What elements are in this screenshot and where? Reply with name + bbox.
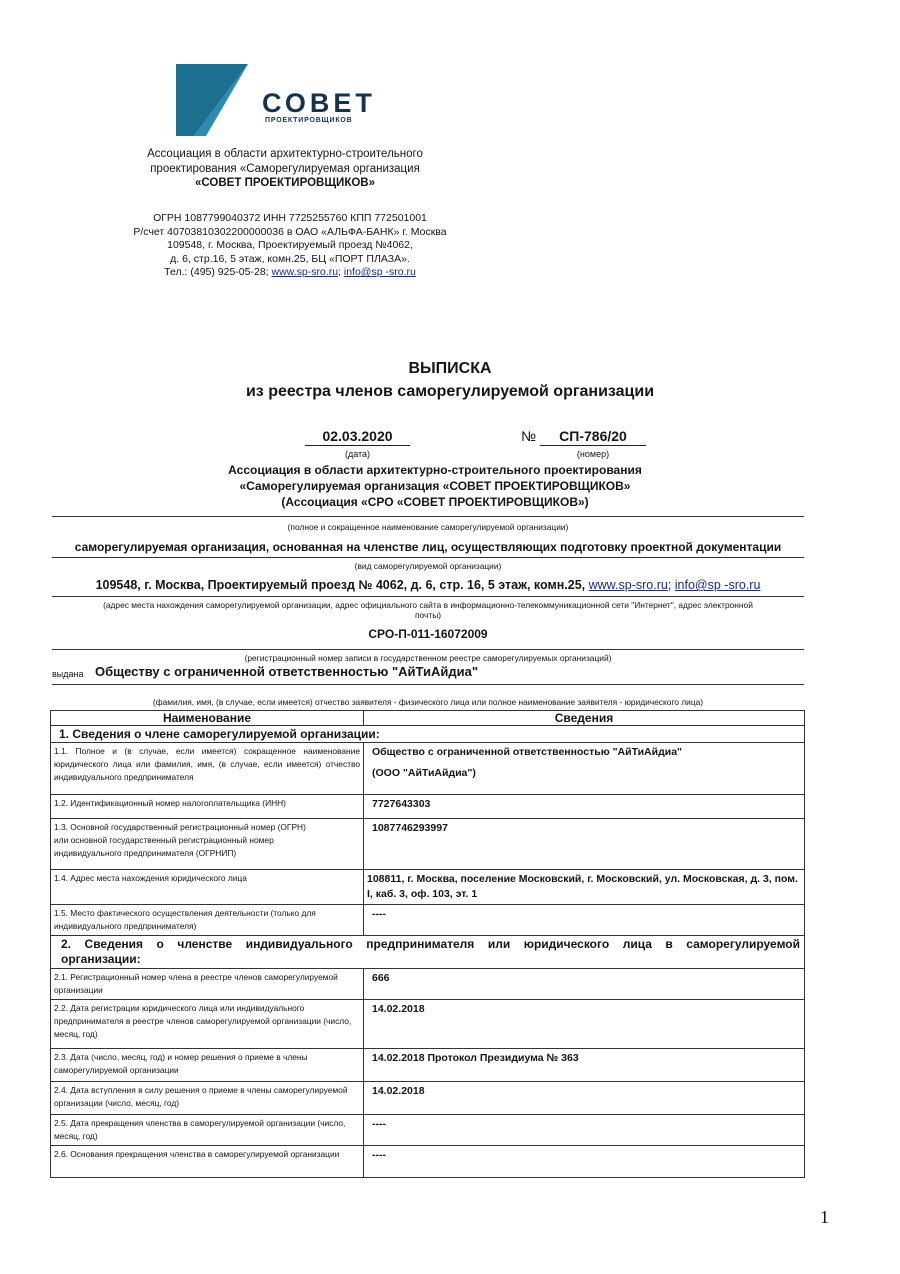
letterhead-site-link[interactable]: www.sp-sro.ru [271, 266, 339, 278]
row-value: ---- [364, 1115, 805, 1146]
number-caption: (номер) [576, 449, 610, 459]
sro-reg-number: СРО-П-011-16072009 [368, 627, 488, 641]
issued-to: Обществу с ограниченной ответственностью "АйТиАйдиа" [95, 664, 478, 679]
row-value: 14.02.2018 Протокол Президиума № 363 [364, 1049, 805, 1082]
row-value: ---- [364, 1146, 805, 1178]
sro-reg-caption: (регистрационный номер записи в государственном реестре саморегулируемых организаций) [244, 653, 612, 663]
table-row [51, 905, 805, 936]
row-value: Общество с ограниченной ответственностью "АйТиАйдиа" (ООО "АйТиАйдиа") [364, 743, 805, 795]
letterhead-org-name: Ассоциация в области архитектурно-строительного проектирования «Саморегулируемая организация «СОВЕТ ПРОЕКТИРОВЩИКОВ» [147, 148, 423, 189]
row-label: 2.2. Дата регистрации юридического лица или индивидуального предпринимателя в реестре членов саморегулируемой организации (число, месяц, год) [51, 1000, 364, 1049]
row-label: 2.3. Дата (число, месяц, год) и номер решения о приеме в члены саморегулируемой организации [51, 1049, 364, 1082]
row-label: 2.6. Основания прекращения членства в саморегулируемой организации [51, 1146, 364, 1178]
sro-address-caption: (адрес места нахождения саморегулируемой организации, адрес официального сайта в информационно-телекоммуникационной сети "Интернет", адрес электронной почты) [103, 600, 753, 620]
column-header-name: Наименование [51, 711, 364, 726]
table-row [51, 1146, 805, 1178]
sro-type-caption: (вид саморегулируемой организации) [354, 561, 502, 571]
table-row [51, 969, 805, 1000]
letterhead-phone: Тел.: (495) 925-05-28; [164, 266, 269, 278]
letterhead-requisites: ОГРН 1087799040372 ИНН 7725255760 КПП 772501001 Р/счет 40703810302200000036 в ОАО «АЛЬФА-БАНК» г. Москва 109548, г. Москва, Проектируемый проезд №4062, д. 6, стр.16, 5 этаж, комн.25, БЦ «ПОРТ ПЛАЗА». Тел.: (495) 925-05-28; www.sp-sro.ru; info@sp -sro.ru [133, 212, 447, 278]
row-value: 7727643303 [364, 795, 805, 819]
divider [52, 649, 804, 650]
row-label: 2.1. Регистрационный номер члена в реестре членов саморегулируемой организации [51, 969, 364, 1000]
table-row [51, 743, 805, 795]
number-sign: № [521, 428, 537, 444]
letterhead-email-link[interactable]: info@sp -sro.ru [343, 266, 416, 278]
column-header-info: Сведения [364, 711, 805, 726]
table-row [51, 1115, 805, 1146]
register-table [50, 710, 805, 1178]
row-label: 1.5. Место фактического осуществления деятельности (только для индивидуального предпринимателя) [51, 905, 364, 936]
row-label: 2.4. Дата вступления в силу решения о приеме в члены саморегулируемой организации (число, месяц, год) [51, 1082, 364, 1115]
document-subtitle: из реестра членов саморегулируемой организации [245, 383, 655, 400]
section-1-row [51, 726, 805, 743]
row-value: 1087746293997 [364, 819, 805, 870]
row-label: 1.1. Полное и (в случае, если имеется) сокращенное наименование юридического лица или фамилия, имя, (в случае, если имеется) отчество индивидуального предпринимателя [51, 743, 364, 795]
table-header-row [51, 711, 805, 726]
section-1-title: 1. Сведения о члене саморегулируемой организации: [51, 726, 805, 743]
section-2-title: 2. Сведения о членстве индивидуального предпринимателя или юридического лица в саморегулируемой организации: [51, 936, 805, 969]
row-value: ---- [364, 905, 805, 936]
document-date: 02.03.2020 [305, 428, 410, 446]
table-row [51, 1049, 805, 1082]
sro-site-link[interactable]: www.sp-sro.ru [588, 578, 668, 592]
divider [52, 596, 804, 597]
issued-caption: (фамилия, имя, (в случае, если имеется) отчество заявителя - физического лица или полное наименование заявителя - юридического лица) [152, 697, 704, 707]
row-label: 1.4. Адрес места нахождения юридического лица [51, 870, 364, 905]
logo-subtitle: ПРОЕКТИРОВЩИКОВ [265, 117, 353, 124]
sro-email-link[interactable]: info@sp -sro.ru [674, 578, 761, 592]
row-value: 666 [364, 969, 805, 1000]
divider [52, 516, 804, 517]
table-row [51, 819, 805, 870]
table-row [51, 1000, 805, 1049]
row-value: 108811, г. Москва, поселение Московский, г. Московский, ул. Московская, д. 3, пом. I, каб. 3, оф. 103, эт. 1 [364, 870, 805, 905]
page-number: 1 [820, 1207, 829, 1227]
sro-name-caption: (полное и сокращенное наименование саморегулируемой организации) [287, 522, 569, 532]
sro-full-name: Ассоциация в области архитектурно-строительного проектирования «Саморегулируемая организация «СОВЕТ ПРОЕКТИРОВЩИКОВ» (Ассоциация «СРО «СОВЕТ ПРОЕКТИРОВЩИКОВ») [228, 463, 642, 509]
divider [52, 684, 804, 685]
row-label: 1.3. Основной государственный регистрационный номер (ОГРН) или основной государственный регистрационный номер индивидуального предпринимателя (ОГРНИП) [51, 819, 364, 870]
table-row [51, 795, 805, 819]
date-caption: (дата) [344, 449, 371, 459]
document-title: ВЫПИСКА [408, 360, 492, 377]
row-label: 1.2. Идентификационный номер налогоплательщика (ИНН) [51, 795, 364, 819]
divider [52, 557, 804, 558]
row-value: 14.02.2018 [364, 1000, 805, 1049]
logo-wordmark: СОВЕТ [262, 88, 376, 118]
sro-address: 109548, г. Москва, Проектируемый проезд № 4062, д. 6, стр. 16, 5 этаж, комн.25, www.sp-sro.ru; info@sp -sro.ru [95, 578, 761, 592]
row-value: 14.02.2018 [364, 1082, 805, 1115]
document-number: СП-786/20 [540, 428, 646, 446]
issued-label: выдана [52, 669, 84, 679]
table-row [51, 870, 805, 905]
section-2-row [51, 936, 805, 969]
row-label: 2.5. Дата прекращения членства в саморегулируемой организации (число, месяц, год) [51, 1115, 364, 1146]
sro-type: саморегулируемая организация, основанная на членстве лиц, осуществляющих подготовку проектной документации [74, 540, 782, 554]
logo-mark [176, 64, 248, 136]
table-row [51, 1082, 805, 1115]
